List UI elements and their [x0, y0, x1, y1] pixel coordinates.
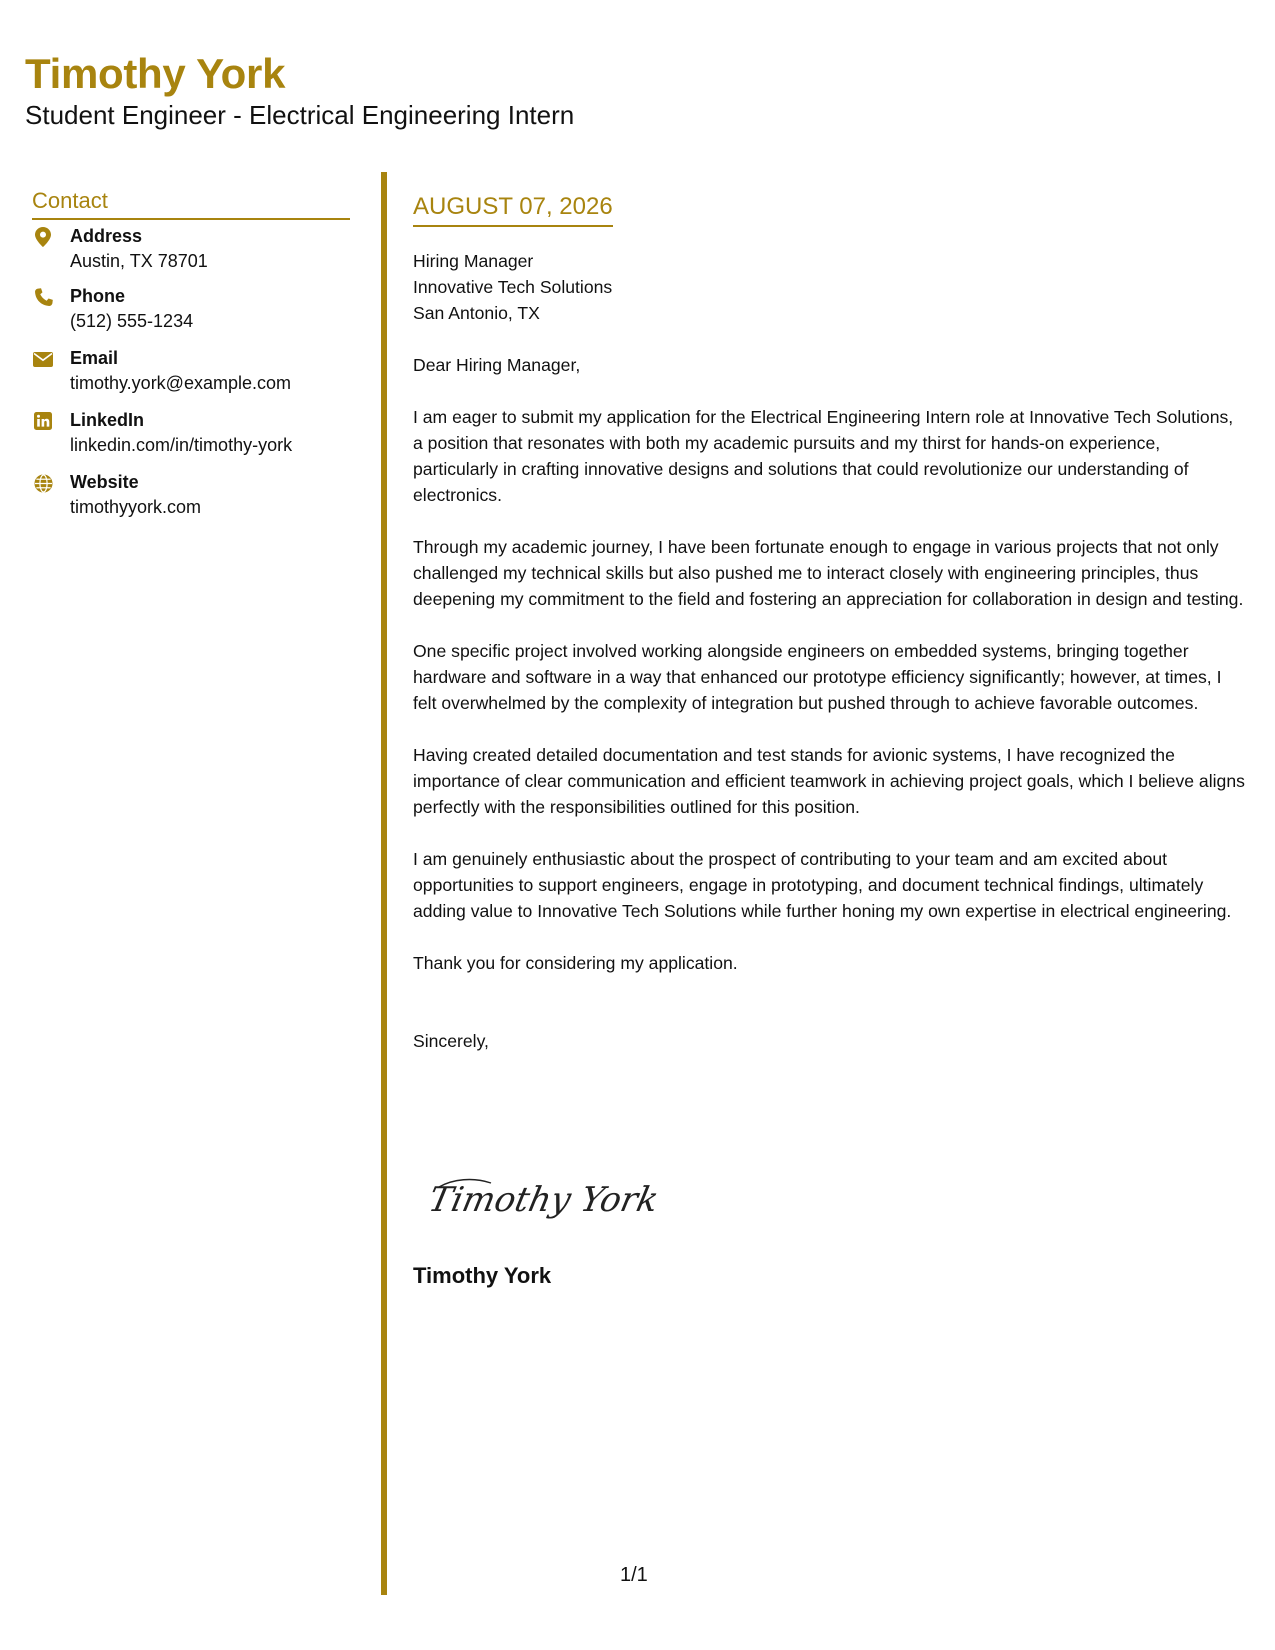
envelope-icon	[32, 348, 54, 370]
letter-paragraph: I am eager to submit my application for the Electrical Engineering Intern role at Innovative Tech Solutions, a position that resonates with both my academic pursuits and my thirst for hands-on experience, particularly in crafting innovative designs and solutions that could revolutionize our understanding of electronics.	[413, 407, 1234, 505]
salutation: Dear Hiring Manager,	[413, 355, 581, 375]
contact-label: Email	[70, 348, 119, 368]
letter-paragraph: One specific project involved working alongside engineers on embedded systems, bringing together hardware and software in a way that enhanced our prototype efficiency significantly; however, at times, I felt overwhelmed by the complexity of integration but pushed through to achieve favorable outcomes.	[413, 641, 1222, 713]
linkedin-icon	[32, 410, 54, 432]
contact-value: timothyyork.com	[70, 497, 202, 517]
signer-name: Timothy York	[413, 1263, 552, 1288]
contact-label: Address	[70, 226, 143, 246]
contact-email	[32, 346, 362, 396]
contact-heading: Contact	[32, 186, 350, 220]
contact-value: linkedin.com/in/timothy-york	[70, 435, 293, 455]
handwritten-signature	[425, 1173, 663, 1230]
letter-paragraph: I am genuinely enthusiastic about the prospect of contributing to your team and am excited about opportunities to support engineers, engage in prototyping, and document technical findings, ultimately adding value to Innovative Tech Solutions while further honing my own expertise in electrical engineering.	[413, 849, 1232, 921]
map-pin-icon	[32, 226, 54, 248]
recipient-line: Innovative Tech Solutions	[413, 277, 613, 297]
contact-linkedin	[32, 408, 362, 458]
applicant-name: Timothy York	[25, 50, 286, 97]
recipient-line: Hiring Manager	[413, 251, 534, 271]
letter-paragraph: Thank you for considering my application.	[413, 953, 738, 973]
recipient-block	[413, 248, 1245, 326]
letter-body	[413, 248, 1245, 1080]
letter-date: AUGUST 07, 2026	[413, 191, 613, 227]
contact-value: timothy.york@example.com	[70, 373, 292, 393]
contact-value: (512) 555-1234	[70, 311, 194, 331]
applicant-title: Student Engineer - Electrical Engineering Intern	[25, 100, 575, 130]
column-divider	[381, 172, 387, 1595]
contact-value: Austin, TX 78701	[70, 251, 208, 271]
letter-paragraph: Having created detailed documentation and test stands for avionic systems, I have recognized the importance of clear communication and efficient teamwork in achieving project goals, which I believe aligns perfectly with the responsibilities outlined for this position.	[413, 745, 1245, 817]
contact-phone	[32, 284, 362, 334]
closing: Sincerely,	[413, 1031, 489, 1051]
contact-address	[32, 224, 362, 274]
recipient-line: San Antonio, TX	[413, 303, 540, 323]
contact-label: LinkedIn	[70, 410, 145, 430]
globe-icon	[32, 472, 54, 494]
letter-paragraph: Through my academic journey, I have been fortunate enough to engage in various projects that not only challenged my technical skills but also pushed me to interact closely with engineering principles, thus deepening my commitment to the field and fostering an appreciation for collaboration in design and testing.	[413, 537, 1244, 609]
phone-icon	[32, 286, 54, 308]
contact-label: Phone	[70, 286, 126, 306]
signature-script: Timothy York	[425, 1180, 663, 1220]
page-number: 1/1	[620, 1564, 648, 1586]
contact-website	[32, 470, 362, 520]
contact-label: Website	[70, 472, 139, 492]
